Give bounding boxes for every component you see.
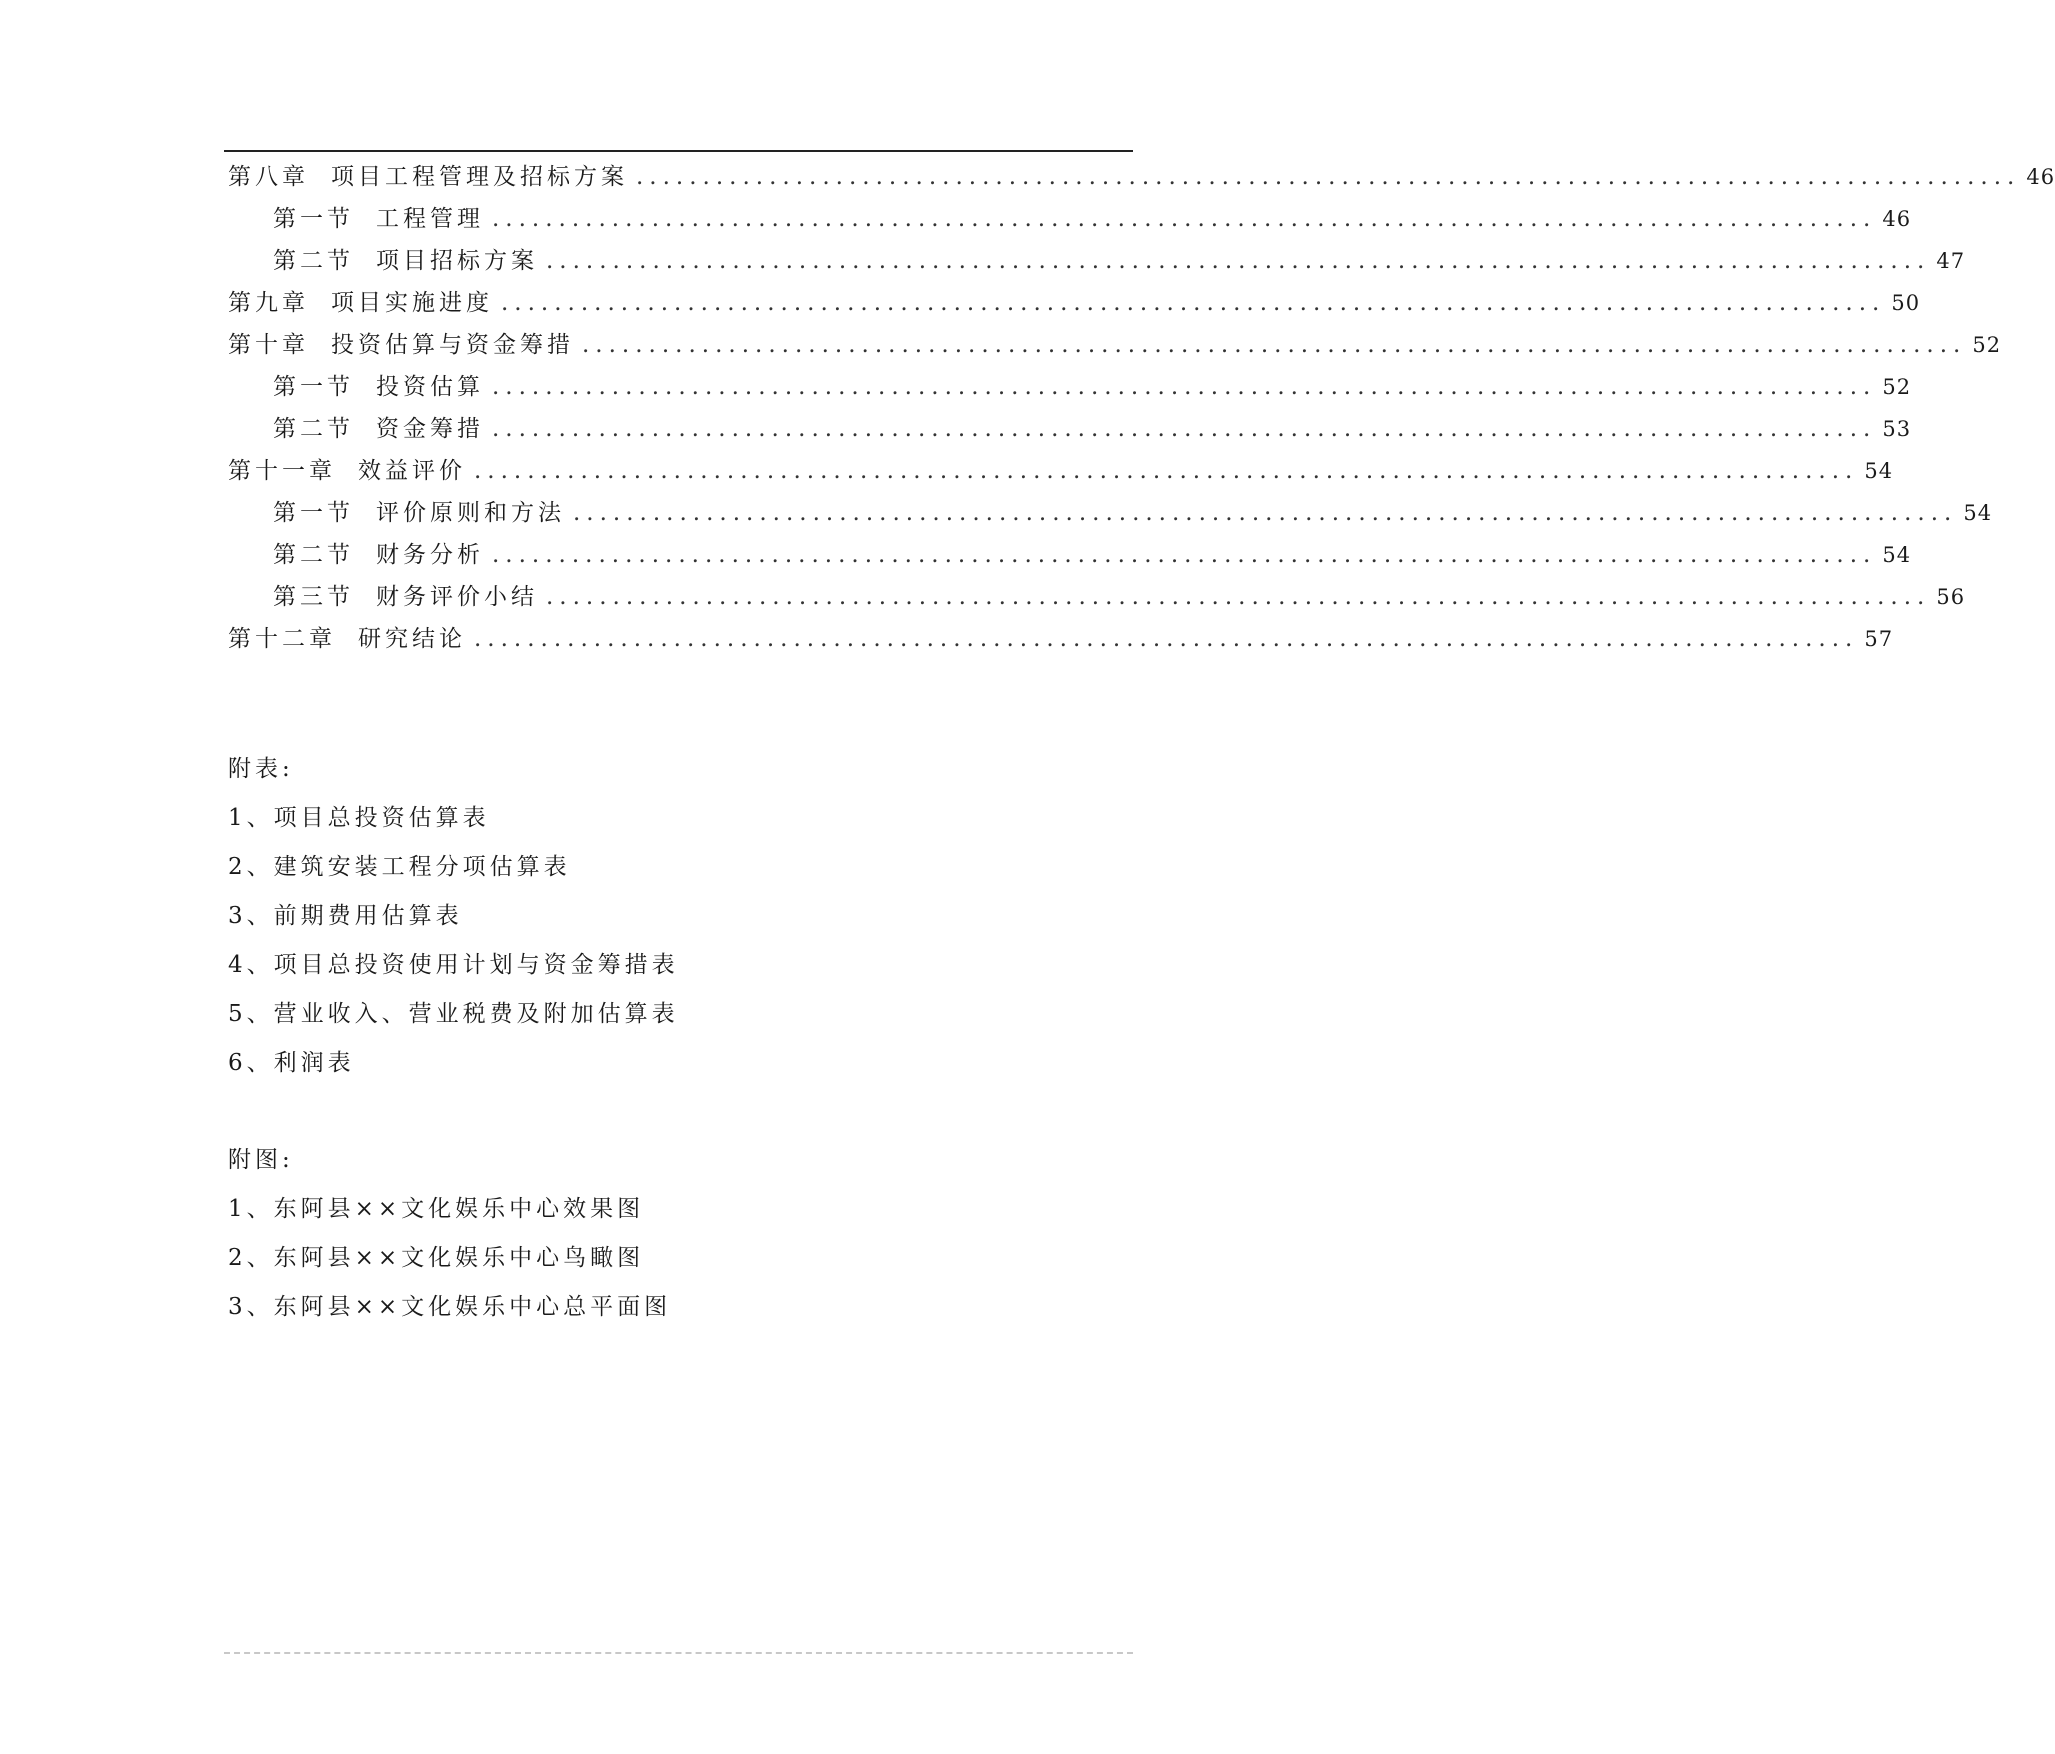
toc-page-number: 57 [1864, 627, 1894, 651]
toc-chapter: 第十一章 [228, 458, 336, 484]
toc-chapter: 第二节 [273, 542, 354, 568]
toc-leader: ........................................................................................................ [492, 542, 1877, 568]
toc-chapter: 第二节 [273, 416, 354, 442]
toc-page-number: 56 [1936, 585, 1966, 609]
table-of-contents [228, 156, 2055, 660]
toc-entry[interactable] [228, 618, 1894, 660]
toc-leader: ........................................................................................................ [582, 332, 1967, 358]
appendix-figure-item: 3、东阿县××文化娱乐中心总平面图 [228, 1294, 672, 1320]
toc-entry[interactable] [228, 534, 1912, 576]
toc-entry[interactable] [228, 156, 2055, 198]
toc-chapter: 第三节 [273, 584, 354, 610]
toc-entry[interactable] [228, 408, 1912, 450]
toc-title: 项目实施进度 [331, 290, 493, 316]
toc-leader: ........................................................................................................ [474, 626, 1859, 652]
appendix-table-item: 6、利润表 [228, 1050, 355, 1076]
toc-title: 财务分析 [376, 542, 484, 568]
toc-title: 投资估算与资金筹措 [331, 332, 574, 358]
toc-page-number: 54 [1864, 459, 1894, 483]
appendix-table-item: 1、项目总投资估算表 [228, 805, 490, 831]
toc-entry[interactable] [228, 240, 1966, 282]
toc-page-number: 50 [1891, 291, 1921, 315]
toc-title: 项目工程管理及招标方案 [331, 164, 628, 190]
toc-leader: ........................................................................................................ [492, 374, 1877, 400]
toc-page-number: 46 [1882, 207, 1912, 231]
toc-entry[interactable] [228, 324, 2002, 366]
toc-entry[interactable] [228, 198, 1912, 240]
toc-title: 研究结论 [358, 626, 466, 652]
appendix-tables-title: 附表: [228, 756, 294, 782]
toc-leader: ........................................................................................................ [501, 290, 1886, 316]
toc-leader: ........................................................................................................ [474, 458, 1859, 484]
toc-leader: ........................................................................................................ [636, 164, 2021, 190]
toc-entry[interactable] [228, 450, 1894, 492]
toc-page-number: 52 [1882, 375, 1912, 399]
toc-title: 投资估算 [376, 374, 484, 400]
appendix-figures-title: 附图: [228, 1147, 294, 1173]
toc-page-number: 54 [1963, 501, 1993, 525]
toc-title: 财务评价小结 [376, 584, 538, 610]
appendix-table-item: 2、建筑安装工程分项估算表 [228, 854, 571, 880]
toc-chapter: 第二节 [273, 248, 354, 274]
toc-title: 效益评价 [358, 458, 466, 484]
toc-entry[interactable] [228, 492, 1993, 534]
appendix-tables-section [228, 745, 928, 1088]
toc-chapter: 第一节 [273, 500, 354, 526]
toc-chapter: 第一节 [273, 374, 354, 400]
toc-title: 项目招标方案 [376, 248, 538, 274]
toc-chapter: 第十章 [228, 332, 309, 358]
toc-chapter: 第九章 [228, 290, 309, 316]
appendix-table-item: 3、前期费用估算表 [228, 903, 463, 929]
toc-leader: ........................................................................................................ [492, 206, 1877, 232]
toc-entry[interactable] [228, 366, 1912, 408]
appendix-figure-item: 1、东阿县××文化娱乐中心效果图 [228, 1196, 645, 1222]
toc-page-number: 47 [1936, 249, 1966, 273]
toc-page-number: 52 [1972, 333, 2002, 357]
appendix-table-item: 5、营业收入、营业税费及附加估算表 [228, 1001, 679, 1027]
toc-page-number: 53 [1882, 417, 1912, 441]
appendix-figure-item: 2、东阿县××文化娱乐中心鸟瞰图 [228, 1245, 645, 1271]
toc-chapter: 第十二章 [228, 626, 336, 652]
toc-leader: ........................................................................................................ [546, 248, 1931, 274]
toc-chapter: 第一节 [273, 206, 354, 232]
header-rule [224, 150, 1133, 152]
toc-leader: ........................................................................................................ [492, 416, 1877, 442]
toc-page-number: 46 [2026, 165, 2055, 189]
toc-title: 资金筹措 [376, 416, 484, 442]
footer-rule [224, 1652, 1133, 1654]
toc-entry[interactable] [228, 282, 1921, 324]
appendix-table-item: 4、项目总投资使用计划与资金筹措表 [228, 952, 679, 978]
toc-leader: ........................................................................................................ [546, 584, 1931, 610]
appendix-figures-section [228, 1136, 928, 1332]
toc-title: 工程管理 [376, 206, 484, 232]
toc-title: 评价原则和方法 [376, 500, 565, 526]
toc-entry[interactable] [228, 576, 1966, 618]
toc-leader: ........................................................................................................ [573, 500, 1958, 526]
toc-chapter: 第八章 [228, 164, 309, 190]
toc-page-number: 54 [1882, 543, 1912, 567]
